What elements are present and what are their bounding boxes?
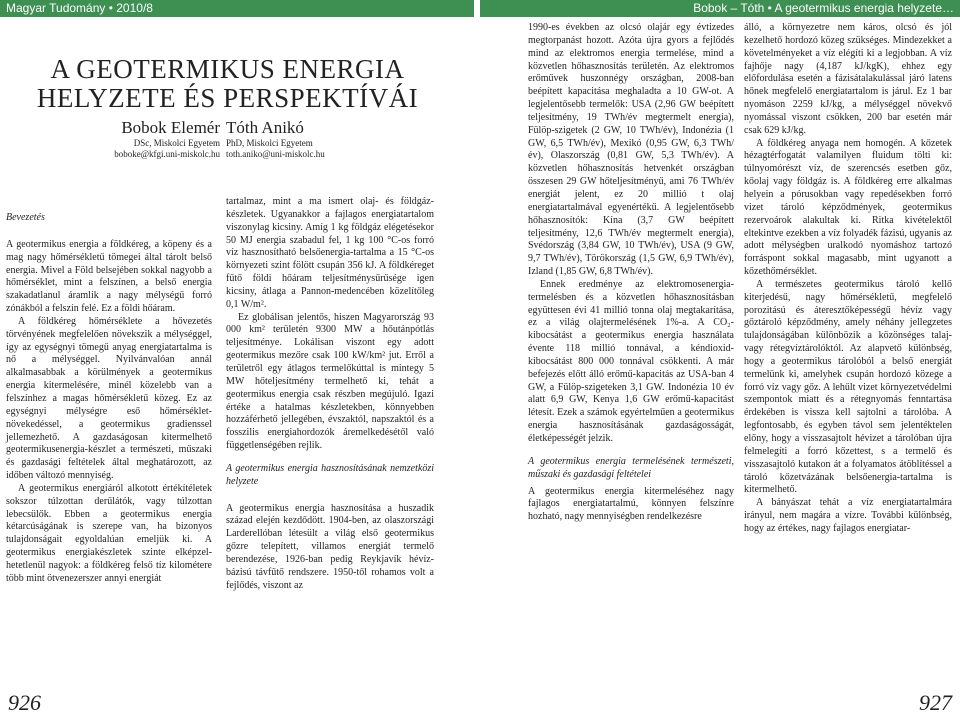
paragraph: A geotermikus energia a földkéreg, a köpeny és a mag nagy hőmérsékletű tömegei által tárolt belső energia. Mivel a Föld belsejében sokkal nagyobb a hőmérséklet, mint a felszínen, a belső energia szakadatlanul áramlik a nagy mélységű forró zónákból a felszín felé. Ez a földi hőáram. (6, 238, 212, 315)
article-title (35, 55, 420, 113)
paragraph: A geotermikus energia kitermeléséhez nagy fajlagos energiatartalmú, könnyen felszínre hozható, nagy mennyiségben rendelkezésre (528, 485, 734, 523)
author-bobok (114, 118, 220, 160)
column-1 (6, 212, 212, 586)
author-toth (226, 118, 325, 160)
paragraph: A geotermikus energia hasznosítása a huszadik század elején kezdődött. 1904-ben, az olaszországi Larderellóban létesült a világ első geotermikus gőzre telepített, villamos energiát termelő berendezése, 1926-ban pedig Reykjavík hévíz-bázisú távfűtő rendszere. 1950-től rohamos volt a fejlődés, viszont az (226, 502, 434, 591)
paragraph: A földkéreg anyaga nem homogén. A kőzetek hézagtérfogatát valamilyen fluidum tölti ki: túlnyomórészt víz, de szerencsés esetben gőz, kőolaj vagy földgáz is. A földkéreg erre alkalmas helyein a pórusokban vagy repedésekben forró vizet tároló képződmények, geotermikus rezervoárok alakultak ki. Ritka kivételektől eltekintve ezekben a víz folyadék fázisú, ugyanis az adott mélységben uralkodó nyomáshoz tartozó forráspont sokkal magasabb, mint ugyanott a kőzethőmérséklet. (744, 137, 952, 278)
title-line-2: HELYZETE ÉS PERSPEKTÍVÁI (36, 83, 419, 113)
page-number-left: 926 (8, 690, 41, 715)
column-4 (744, 22, 952, 536)
author-affiliation: PhD, Miskolci Egyetem (226, 138, 313, 148)
section-heading-feltetelek: A geotermikus energia termelésének természeti, műszaki és gazdasági feltételei (528, 455, 734, 480)
running-header-right: Bobok – Tóth • A geotermikus energia helyzete… (480, 0, 960, 17)
paragraph: Ennek eredménye az elektromosenergia-termelésben és a közvetlen hőhasznosításban együttesen évi 41 millió tonna olaj megtakarítása, ez a világ olajtermelésének 1%-a. A CO₂-kibocsátást a geotermikus energia használata évente 118 millió tonnával, a kéndioxid-kibocsátást 800 000 tonnával csökkenti. A már befejezés előtt álló erőmű-kapacitás az USA-ban 4 GW, a Fülöp-szigeteken 3,1 GW. Indonézia 10 év alatt 6,9 GW, Kenya 1,6 GW erőmű-kapacitást létesít. Ezek a számok egyértelműen a geotermikus energia hasznosításának gazdaságosságát, életképességét jelzik. (528, 278, 734, 444)
paragraph: álló, a környezetre nem káros, olcsó és jól kezelhető hordozó közeg szükséges. Mindezekket a követelményeket a víz elégíti ki a legjobban. A víz fajhője nagy (4,187 kJ/kgK), ehhez egy előfordulása esetén a fázisátalakulással járó latens hőnek megfelelő energiatartalom is járul. Ez 1 bar nyomáson 2259 kJ/kg, a mélységgel növekvő nyomással viszont csökken, 200 bar esetén már csak 629 kJ/kg. (744, 22, 952, 136)
paragraph: A bányászat tehát a víz energiatartalmára irányul, nem magára a vízre. További különbség, hogy az értékes, nagy fajlagos energiatar- (744, 497, 952, 534)
right-page (480, 0, 960, 720)
author-name: Tóth Anikó (226, 118, 304, 137)
paragraph: Ez globálisan jelentős, hiszen Magyarország 93 000 km² területén 9300 MW a hőutánpótlás teljesítménye. Lokálisan viszont egy adott geotermikus mezőre csak 100 kW/km² jut. Erről a területről egy átlagos termelőkúttal is mintegy 5 MW hőteljesítmény termelhető ki, tehát a geotermikus energia csak részben megújuló. Igazi értéke a hatalmas készletekben, könnyebben hozzáférhető jellegében, évszaktól, napszaktól és a fosszilis energiahordozók áremelkedésétől való függetlenségében rejlik. (226, 311, 434, 452)
running-header-left: Magyar Tudomány • 2010/8 (0, 0, 474, 17)
paragraph: A földkéreg hőmérséklete a hővezetés törvényének megfelelően növekszik a mélységgel, így az egységnyi tömegű anyag energiatartalma is nő a mélységgel. Nyilvánvalóan annál alkalmasabbak a körülmények a geotermikus energia kitermelésére, minél közelebb van a felszínhez a magas hőmérsékletű közeg. Ez az egységnyi mélységre eső hőmérséklet-növekedéssel, a geotermikus gradienssel jellemezhető. A gazdaságosan kitermelhető geotermikusenergia-készlet a természeti, műszaki és gazdasági feltételek által meghatározott, az időben változó mennyiség. (6, 315, 212, 482)
paragraph: A geotermikus energiáról alkotott értékítéletek sokszor túlzottan derűlátók, vagy túlzottan lebecsülők. Ebben a geotermikus energia kétarcúságának is szerepe van, ha bizonyos tulajdonságait egyoldalúan emeljük ki. A geotermikus energiakészletek szinte elképzelhetetlenül nagyok: a földkéreg felső tíz kilométere több mint ötvenezerszer annyi energiát (6, 482, 212, 584)
section-heading-nemzetkozi: A geotermikus energia hasznosításának nemzetközi helyzete (226, 462, 434, 487)
column-2 (226, 196, 434, 592)
section-heading-bevezetes: Bevezetés (6, 212, 45, 223)
column-3 (528, 22, 734, 524)
title-line-1: A GEOTERMIKUS ENERGIA (50, 54, 405, 84)
paragraph: A természetes geotermikus tároló kellő kiterjedésű, nagy hőmérsékletű, megfelelő porozitású és áteresztőképességű hévíz vagy gőztároló képződmény, amely néhány jellegzetes tulajdonságában különbözik a közönséges talaj- vagy rétegvíztárolóktól. Az alapvető különbség, hogy a geotermikus tárolóból a belső energiát termelünk ki, amelyhek csupán hordozó közege a forró víz vagy gőz. A lehűlt vizet környezetvédelmi szempontok miatt és a rétegnyomás fenntartása érdekében is vissza kell sajtolni a tárolóba. A legfontosabb, és egyben távol sem jelentéktelen előny, hogy a visszasajtolt hévizet a tárolóban újra felmelegíti a forró kőzettest, s a termelő és visszasajtoló kutakon át a folyamatos átöblítéssel a tároló kőzetvázának belsőenergia-tartalma is kitermelhető. (744, 278, 952, 496)
page-number-right: 927 (919, 690, 952, 715)
author-email[interactable]: boboke@kfgi.uni-miskolc.hu (114, 149, 220, 159)
paragraph: 1990-es években az olcsó olajár egy évtizedes megtorpanást hozott. Azóta újra gyors a fejlődés mind az elektromos energia termelése, mind a közvetlen hőhasznosítás területén. Az elektromos erőművek huszonnégy országban, 2008-ban beépített kapacitása meghaladta a 10 GW-ot. A legjelentősebb termelők: USA (2,96 GW beépített teljesítmény, 19 TWh/év megtermelt energia), Fülöp-szigetek (2 GW, 10 TWh/év), Indonézia (1 GW, 6,5 TWh/év), Mexikó (0,95 GW, 6,3 TWh/év), Olaszország (0,81 GW, 5,3 TWh/év). A közvetlen hőhasznosítás hetvenkét országban összesen 29 GW hőteljesítményű, ami 76 TWh/év energiát jelent, ez 20 millió t olaj energiatartalmával egyenértékű. A legjelentősebb hőhasznosítók: Kína (3,7 GW beépített teljesítmény, 12,6 TWh/év megtermelt energia), Svédország (3,84 GW, 10 TWh/év), USA (9 GW, 9,7 TWh/év), Törökország (1,5 GW, 6,9 TWh/év), Izland (1,85 GW, 6,8 TWh/év). (528, 22, 734, 278)
author-email[interactable]: toth.aniko@uni-miskolc.hu (226, 149, 325, 159)
author-affiliation: DSc, Miskolci Egyetem (133, 138, 220, 148)
author-name: Bobok Elemér (121, 118, 220, 137)
paragraph: tartalmaz, mint a ma ismert olaj- és földgázkészletek. Ugyanakkor a fajlagos energiatartalom viszonylag kicsiny. Amíg 1 kg földgáz elégetésekor 50 MJ energia szabadul fel, 1 kg 100 °C-os forró víz hasznosítható belsőenergia-tartalma a 15 °C-os környezeti szint fölött csupán 356 kJ. A földkéreget fűtő földi hőáram teljesítménysűrűsége igen kicsiny, átlaga a Pannon-medencében közelítőleg 0,1 W/m². (226, 196, 434, 310)
